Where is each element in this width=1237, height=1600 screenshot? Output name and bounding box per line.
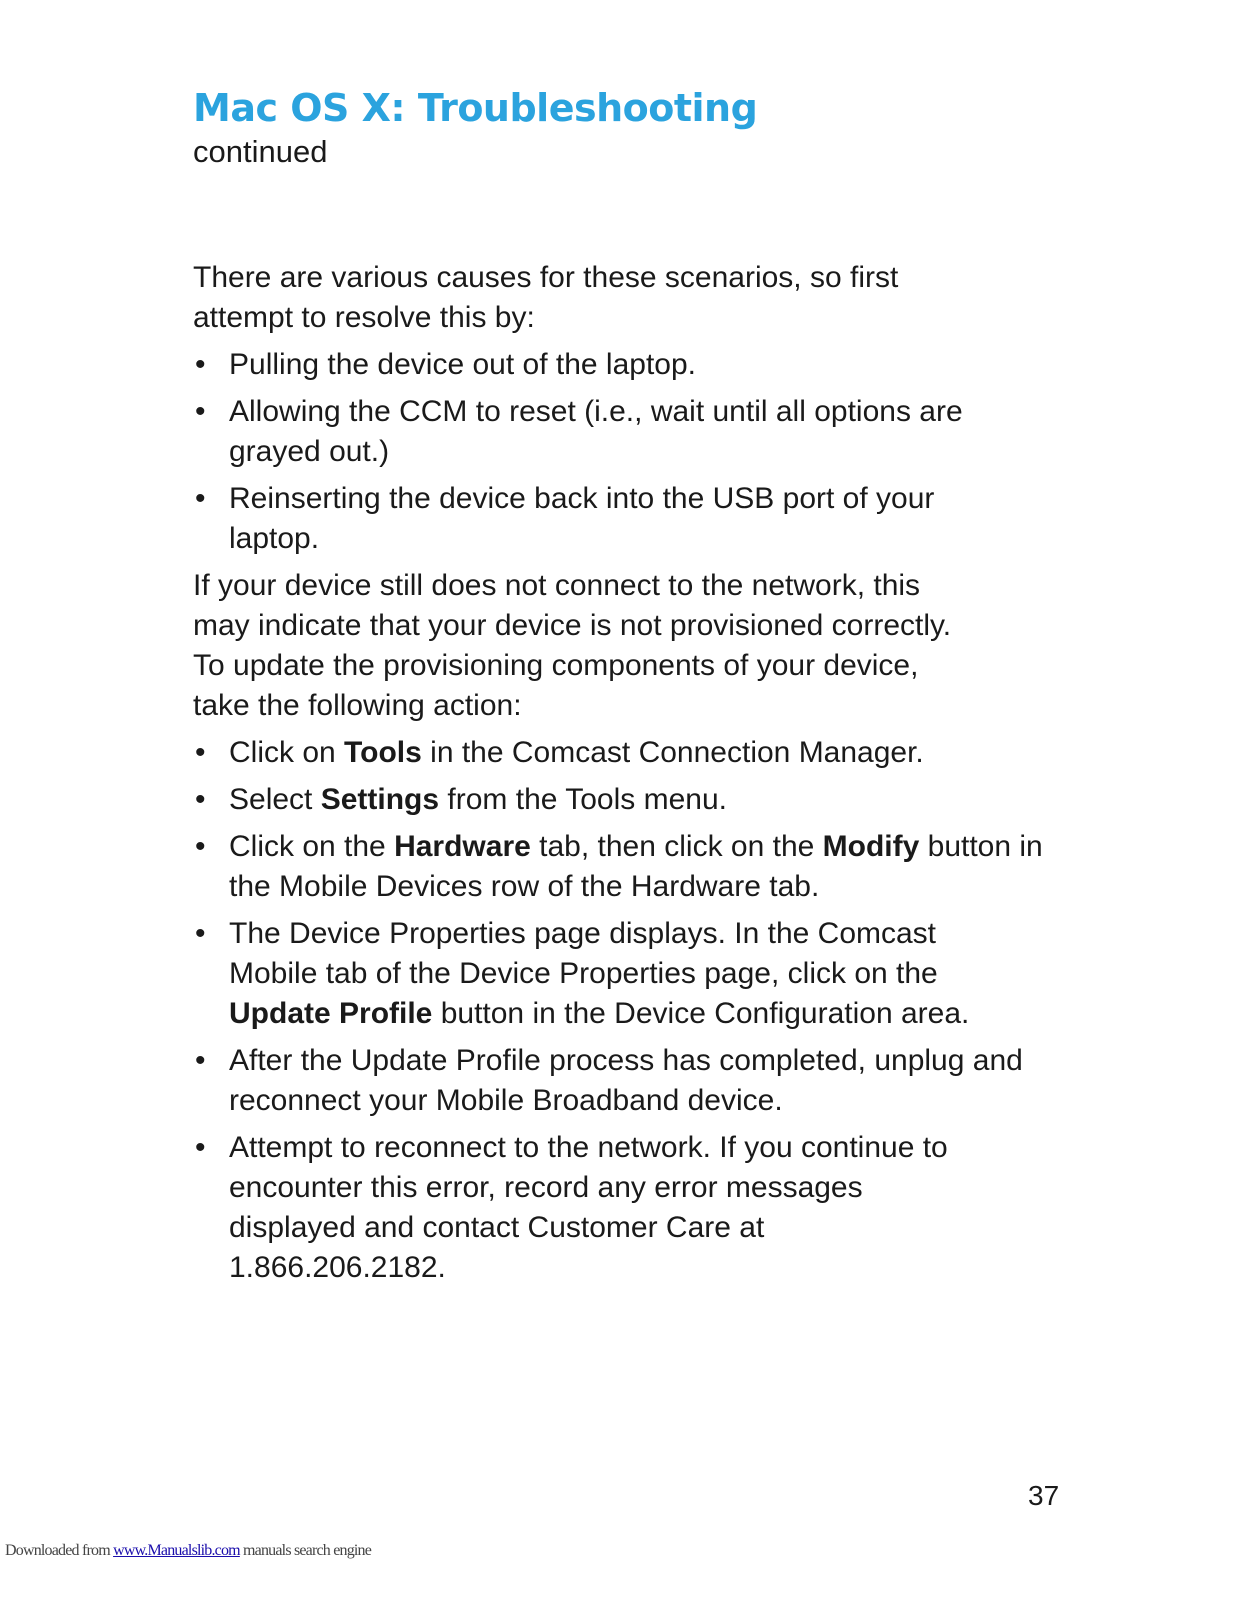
list-item	[193, 914, 1029, 1034]
intro-paragraph: There are various causes for these scenarios, so first attempt to resolve this by:	[193, 261, 899, 334]
download-footer	[5, 1542, 371, 1560]
manualslib-link[interactable]: www.Manualslib.com	[113, 1542, 240, 1559]
actions-list	[193, 733, 1053, 1288]
list-item-text: Pulling the device out of the laptop.	[229, 348, 696, 381]
list-item	[193, 479, 989, 559]
footer-suffix: manuals search engine	[239, 1542, 372, 1559]
list-item-text: Attempt to reconnect to the network. If you continue to encounter this error, record any error messages displayed and contact Customer Care at 1.866.206.2182.	[229, 1131, 948, 1284]
list-item	[193, 345, 1053, 385]
emphasis-tools: Tools	[344, 736, 422, 769]
bullet: •	[195, 1044, 206, 1077]
first-steps-list	[193, 345, 1053, 559]
emphasis-update-profile: Update Profile	[229, 997, 433, 1030]
list-item	[193, 1128, 989, 1288]
list-item-text: Click on the Hardware tab, then click on the Modify button in the Mobile Devices row of the Hardware tab.	[229, 830, 1043, 903]
middle-paragraph: If your device still does not connect to the network, this may indicate that your device is not provisioned correctly. To update the provisioning components of your device, take the following action:	[193, 569, 952, 722]
page-number: 37	[1028, 1480, 1060, 1511]
bullet: •	[195, 1131, 206, 1164]
list-item-text: The Device Properties page displays. In the Comcast Mobile tab of the Device Properties page, click on the Update Profile button in the Device Configuration area.	[229, 917, 970, 1030]
emphasis-hardware: Hardware	[394, 830, 531, 863]
bullet: •	[195, 783, 206, 816]
emphasis-settings: Settings	[320, 783, 440, 816]
body-content	[193, 258, 1053, 1295]
page-title: Mac OS X: Troubleshooting	[193, 86, 758, 130]
emphasis-modify: Modify	[822, 830, 920, 863]
footer-prefix: Downloaded from	[5, 1542, 114, 1559]
list-item-text: Reinserting the device back into the USB port of your laptop.	[229, 482, 935, 555]
bullet: •	[195, 395, 206, 428]
list-item	[193, 827, 1059, 907]
bullet: •	[195, 736, 206, 769]
list-item-text: Select Settings from the Tools menu.	[229, 783, 727, 816]
bullet: •	[195, 482, 206, 515]
list-item	[193, 780, 1053, 820]
list-item-text: After the Update Profile process has completed, unplug and reconnect your Mobile Broadband device.	[229, 1044, 1023, 1117]
list-item	[193, 1041, 1059, 1121]
list-item	[193, 733, 1053, 773]
bullet: •	[195, 348, 206, 381]
bullet: •	[195, 830, 206, 863]
list-item	[193, 392, 989, 472]
page-subtitle: continued	[193, 134, 328, 169]
list-item-text: Click on Tools in the Comcast Connection Manager.	[229, 736, 924, 769]
list-item-text: Allowing the CCM to reset (i.e., wait until all options are grayed out.)	[229, 395, 963, 468]
bullet: •	[195, 917, 206, 950]
